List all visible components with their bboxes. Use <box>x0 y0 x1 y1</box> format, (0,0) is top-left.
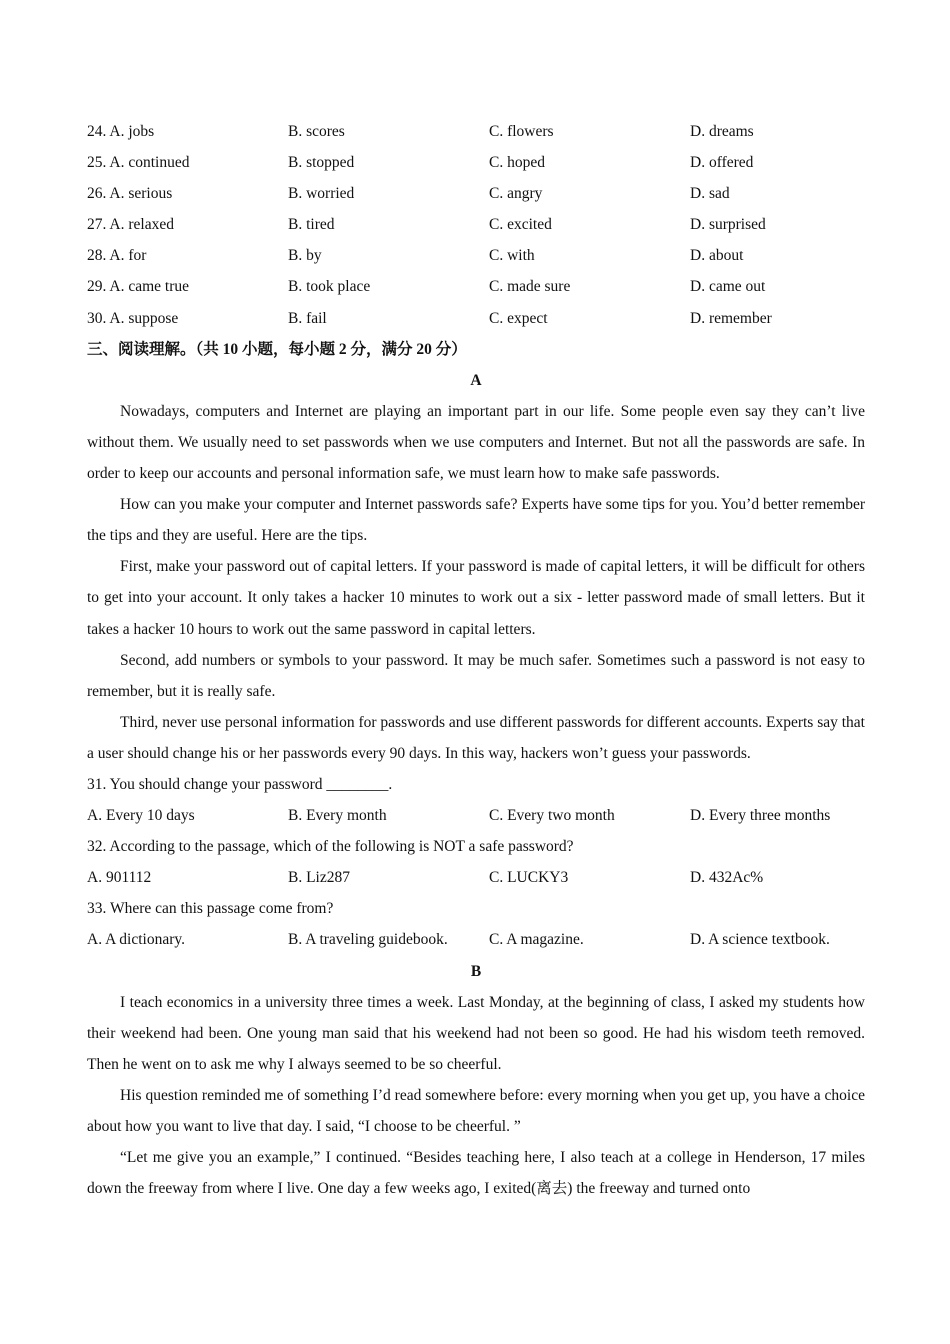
passage-b-paragraph: I teach economics in a university three times a week. Last Monday, at the beginning of class, I asked my students how their weekend had been. One young man said that his weekend had not been so good. He had his wisdom teeth removed. Then he went on to ask me why I always seemed to be so cheerful. <box>87 993 865 1073</box>
cloze-option-row: 24. A. jobs B. scores C. flowers D. dreams <box>87 123 754 140</box>
question-options: A. Every 10 days B. Every month C. Every two month D. Every three months <box>87 807 831 825</box>
cloze-option-row: 25. A. continued B. stopped C. hoped D. offered <box>87 154 754 172</box>
passage-b-paragraph: “Let me give you an example,” I continued. “Besides teaching here, I also teach at a college in Henderson, 17 miles down the freeway from where I live. One day a few weeks ago, I exited(离去) the freeway and turned onto <box>87 1149 865 1198</box>
passage-a-paragraph: Second, add numbers or symbols to your password. It may be much safer. Sometimes such a password is not easy to remember, but it is really safe. <box>87 651 865 700</box>
question-stem: 32. According to the passage, which of the following is NOT a safe password? <box>87 838 574 856</box>
cloze-option-row: 29. A. came true B. took place C. made sure D. came out <box>87 278 766 296</box>
passage-a-paragraph: How can you make your computer and Internet passwords safe? Experts have some tips for you. You’d better remember the tips and they are useful. Here are the tips. <box>87 496 865 545</box>
exam-page <box>87 116 865 1204</box>
passage-a-paragraph: Nowadays, computers and Internet are playing an important part in our life. Some people even say they can’t live without them. We usually need to set passwords when we use computers and Internet. But not all the passwords are safe. In order to keep our accounts and personal information safe, we must learn how to make safe passwords. <box>87 402 865 483</box>
section-heading: 三、阅读理解。（共 10 小题，每小题 2 分，满分 20 分） <box>87 340 467 358</box>
passage-b-label: B <box>470 962 482 980</box>
cloze-option-row: 30. A. suppose B. fail C. expect D. remember <box>87 309 772 327</box>
passage-a-paragraph: Third, never use personal information for passwords and use different passwords for different accounts. Experts say that a user should change his or her passwords every 90 days. In this way, hackers won’t guess your passwords. <box>87 713 865 762</box>
cloze-option-row: 28. A. for B. by C. with D. about <box>87 247 744 265</box>
cloze-option-row: 27. A. relaxed B. tired C. excited D. surprised <box>87 216 766 234</box>
passage-a-paragraph: First, make your password out of capital letters. If your password is made of capital letters, it will be difficult for others to get into your account. It only takes a hacker 10 minutes to work out a six - letter password made of small letters. But it takes a hacker 10 hours to work out the same password in capital letters. <box>87 558 865 638</box>
question-options: A. A dictionary. B. A traveling guidebook. C. A magazine. D. A science textbook. <box>87 931 830 949</box>
passage-a-label: A <box>470 371 482 389</box>
question-options: A. 901112 B. Liz287 C. LUCKY3 D. 432Ac% <box>87 869 764 887</box>
question-stem: 31. You should change your password ________. <box>87 775 393 793</box>
cloze-option-row: 26. A. serious B. worried C. angry D. sad <box>87 185 730 203</box>
question-stem: 33. Where can this passage come from? <box>87 900 334 918</box>
passage-b-paragraph: His question reminded me of something I’d read somewhere before: every morning when you get up, you have a choice about how you want to live that day. I said, “I choose to be cheerful. ” <box>87 1086 865 1135</box>
